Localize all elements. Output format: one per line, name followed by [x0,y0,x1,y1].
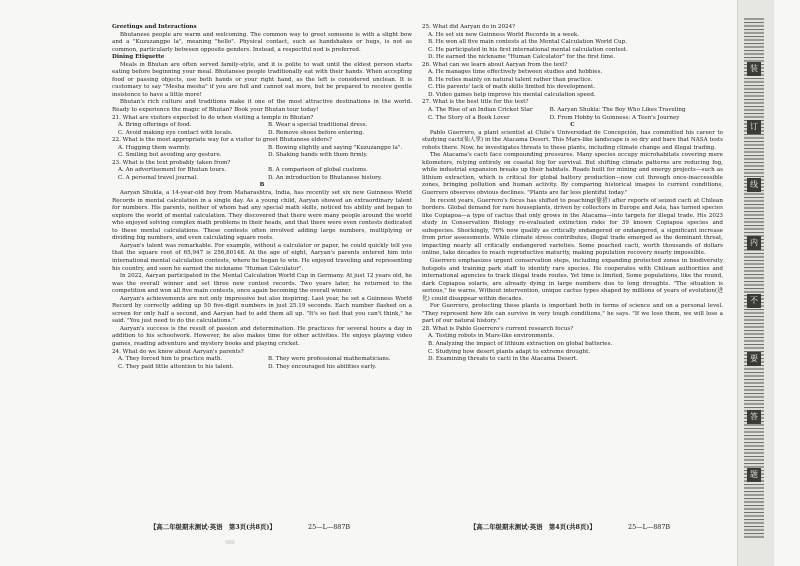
binding-strip [737,0,774,566]
option-22a[interactable]: A. Hugging them warmly. [118,144,191,151]
footer-code: 25—L—887B [628,523,671,531]
option-26c[interactable]: C. His parents' lack of math skills limited his development. [428,84,596,91]
option-23c[interactable]: C. A personal travel journal. [118,174,198,181]
question-23-options [112,167,412,182]
option-21b[interactable]: B. Wear a special traditional dress. [268,122,368,129]
option-27b[interactable]: B. Aaryan Shukla: The Boy Who Likes Traveling [549,107,686,114]
section-title-dining: Dining Etiquette [112,54,165,61]
question-25-options [422,32,723,62]
option-28b[interactable]: B. Analyzing the impact of lithium extraction on global batteries. [428,340,613,347]
binding-mark: 题 [747,468,761,482]
option-22c[interactable]: C. Smiling but avoiding any gesture. [118,152,222,159]
section-c-heading: C [570,122,575,129]
question-26: 26. What can we learn about Aaryan from the text? [422,61,568,68]
section-b-heading: B [259,182,265,189]
binding-mark: 答 [747,410,761,424]
option-25a[interactable]: A. He set six new Guinness World Records in a week. [428,31,580,38]
question-23: 23. What is the text probably taken from? [112,159,231,166]
binding-mark: 内 [747,236,761,250]
question-22: 22. What is the most appropriate way for a visitor to greet Bhutanese elders? [112,137,332,144]
option-22d[interactable]: D. Shaking hands with them firmly. [268,152,368,159]
paragraph-closing: Bhutan's rich culture and traditions make it one of the most attractive destinations in the world. Ready to experience the magic of Bhutan? Book your Bhutan tour today! [112,99,412,114]
option-24c[interactable]: C. They paid little attention to his talent. [118,363,234,370]
print-smudge [225,540,235,544]
paragraph-greetings: Bhutanese people are warm and welcoming. The common way to greet someone is with a slight bow and a "Kuzuzangpo la", meaning "hello". Physical contact, such as handshakes or hugs, is not as common, particularly between opposite genders. Instead, a respectful nod is preferred. [112,31,412,53]
binding-mark: 装 [747,62,761,76]
question-28: 28. What is Pablo Guerrero's current research focus? [422,325,574,332]
footer-code: 25—L—887B [308,523,351,531]
paragraph-c4: Guerrero emphasizes urgent conservation steps, including expanding protected zones in biodiversity hotspots and training park staff to identify rare species. He cooperates with Chilean authorities and international agencies to track illegal trade routes. Yet time is limited, Some populations, like the round, dark Copiapoa solaris, are already dying in large numbers due to long droughts. "The situation is serious," he warns. Without intervention, unique cactus types shaped by millions of years of evolution(进化) could disappear within decades. [422,257,723,302]
option-23d[interactable]: D. An introduction to Bhutanese history. [268,174,382,181]
question-24: 24. What do we know about Aaryan's parents? [112,348,244,355]
option-26b[interactable]: B. He relies mainly on natural talent rather than practice. [428,76,593,83]
binding-mark: 订 [747,120,761,134]
option-28a[interactable]: A. Testing robots in Mars-like environments. [428,333,555,340]
right-column [422,24,723,364]
footer-page-label: 【高二年级期末测试·英语 第4页(共8页)】 [470,523,596,531]
option-27a[interactable]: A. The Rise of an Indian Cricket Star [428,107,533,114]
option-25d[interactable]: D. He earned the nickname "Human Calculator" for the first time. [428,54,616,61]
option-24a[interactable]: A. They forced him to practice math. [118,356,223,363]
option-26d[interactable]: D. Video games help improve his mental calculation speed. [428,91,596,98]
page-footer-left [150,522,350,531]
option-23b[interactable]: B. A comparison of global customs. [268,167,368,174]
option-24d[interactable]: D. They encouraged his abilities early. [268,363,377,370]
barcode-pattern [744,18,764,538]
option-25b[interactable]: B. He won all five main contests at the Mental Calculation World Cup. [428,39,628,46]
option-28d[interactable]: D. Examining threats to cacti in the Atacama Desert. [428,356,578,363]
question-26-options [422,69,723,99]
question-27: 27. What is the best title for the text? [422,99,529,106]
section-title-greetings: Greetings and Interactions [112,24,197,30]
option-28c[interactable]: C. Studying how desert plants adapt to extreme drought. [428,348,591,355]
question-27-options [422,107,723,122]
option-21d[interactable]: D. Remove shoes before entering. [268,129,365,136]
question-25: 25. What did Aaryan do in 2024? [422,24,516,30]
paragraph-b2: Aaryan's talent was remarkable. For example, without a calculator or paper, he could quickly tell you that the square root of 65,947 is 256,80148. At the age of eight, Aaryan's parents entered him into international mental calculation contests, where he began to win. He enjoyed traveling and representing his country, and soon he earned the nickname "Human Calculator". [112,242,412,272]
paragraph-b5: Aaryan's success is the result of passion and determination. He practices for several hours a day in addition to his schoolwork. However, he also makes time for other activities. He enjoys playing video games, reading adventure and mystery books and playing cricket. [112,325,412,347]
paragraph-c1: Pablo Guerrero, a plant scientist at Chile's Universidad de Concepción, has committed his career to studying cacti(仙人掌) in the Atacama Desert. This Mars-like landscape is so dry and bare that NASA tests robots there. Now, he investigates threats to these plants, including climate change and illegal trading. [422,129,723,151]
binding-mark: 线 [747,178,761,192]
option-23a[interactable]: A. An advertisement for Bhutan tours. [118,167,227,174]
paragraph-c5: For Guerrero, protecting these plants is important both in terms of science and on a personal level. "They represent how life can survive in very tough conditions," he says. "If we lose them, we will lose a part of our natural history." [422,303,723,325]
page-footer-right [470,522,670,531]
option-22b[interactable]: B. Bowing slightly and saying "Kuzuzangpo la". [268,144,403,151]
question-28-options [422,333,723,363]
option-26a[interactable]: A. He manages time effectively between studies and hobbies. [428,69,603,76]
paragraph-c3: In recent years, Guerrero's focus has shifted to poaching(偷猎) after reports of seized cacti at Chilean borders. Global demand for rare houseplants, driven by collectors in Europe and Asia, has turned species like Copiapoa—a type of cactus that only grows in the Atacama—into targets for illegal trade. His 2023 study in Conservation Biology re-evaluated extinction risks for 39 known Copiapoa species and subspecies. Shockingly, 76% now qualify as critically endangered or endangered, a significant increase from prior assessments. While climate stress contributes, illegal trade emerged as the dominant threat, impacting nearly all critically endangered varieties. Some poached cacti, worth thousands of dollars online, take decades to reach reproductive maturity, making population recovery nearly impossible. [422,197,723,257]
option-21a[interactable]: A. Bring offerings of food. [118,122,192,129]
footer-page-label: 【高二年级期末测试·英语 第3页(共8页)】 [150,523,276,531]
option-27c[interactable]: C. The Story of a Book Lover [428,114,510,121]
option-21c[interactable]: C. Avoid making eye contact with locals. [118,129,233,136]
question-24-options [112,356,412,371]
paragraph-c2: The Atacama's cacti face compounding pressures. Many species occupy microhabitats covering mere kilometers, relying entirely on coastal fog for survival. But shifting climate patterns are reducing fog, while industrial expansion breaks up their habitats. Roads built for mining and energy projects—such as lithium extraction, which is critical for global battery production—now cut through once-inaccessible zones, bringing pollution and human activity. By comparing historical images to current conditions, Guerrero observes obvious declines. "Plants are far less plentiful today." [422,152,723,197]
paragraph-b3: In 2022, Aaryan participated in the Mental Calculation World Cup in Germany. At just 12 years old, he was the overall winner and set three new contest records. Two years later, he returned to the competition and won all five main contests, once again becoming the overall winner. [112,273,412,295]
question-22-options [112,145,412,160]
paragraph-b1: Aaryan Shukla, a 14-year-old boy from Maharashtra, India, has recently set six new Guinness World Records in mental calculation in a single day. As a young child, Aaryan showed an extraordinary talent for numbers. His parents, neither of whom had any special math skills, noticed his ability and began to explore the world of mental calculation. They discovered that there were many people around the world who enjoyed solving complex math problems in their heads, and that there were even contests dedicated to these mental calculations. These contests often involved adding large numbers, multiplying or dividing big numbers, and even calculating square roots. [112,190,412,242]
binding-mark: 不 [747,294,761,308]
paragraph-dining: Meals in Bhutan are often served family-style, and it is polite to wait until the eldest person starts eating before beginning your meal. Bhutanese people traditionally eat with their hands. When accepting food or passing objects, use both hands or your right hand, as the left is considered unclean. It is customary to say "Mesha mesha" if you are full and cannot eat more, but be prepared to receive gentle insistence to have a little more! [112,61,412,98]
question-21-options [112,122,412,137]
question-21: 21. What are visitors expected to do when visiting a temple in Bhutan? [112,114,314,121]
binding-mark: 要 [747,352,761,366]
paragraph-b4: Aaryan's achievements are not only impressive but also inspiring. Last year, he set a Guinness World Record by correctly adding up 50 five-digit numbers in just 25.19 seconds. Each number flashed on a screen for only half a second, and Aaryan had to add them all up. "It's so fast that you can't think," he said. "You just need to do the calculations." [112,295,412,325]
option-25c[interactable]: C. He participated in his first international mental calculation contest. [428,46,628,53]
option-27d[interactable]: D. From Hobby to Guinness: A Teen's Journey [549,114,680,121]
left-column [112,24,412,371]
option-24b[interactable]: B. They were professional mathematicians. [268,356,391,363]
